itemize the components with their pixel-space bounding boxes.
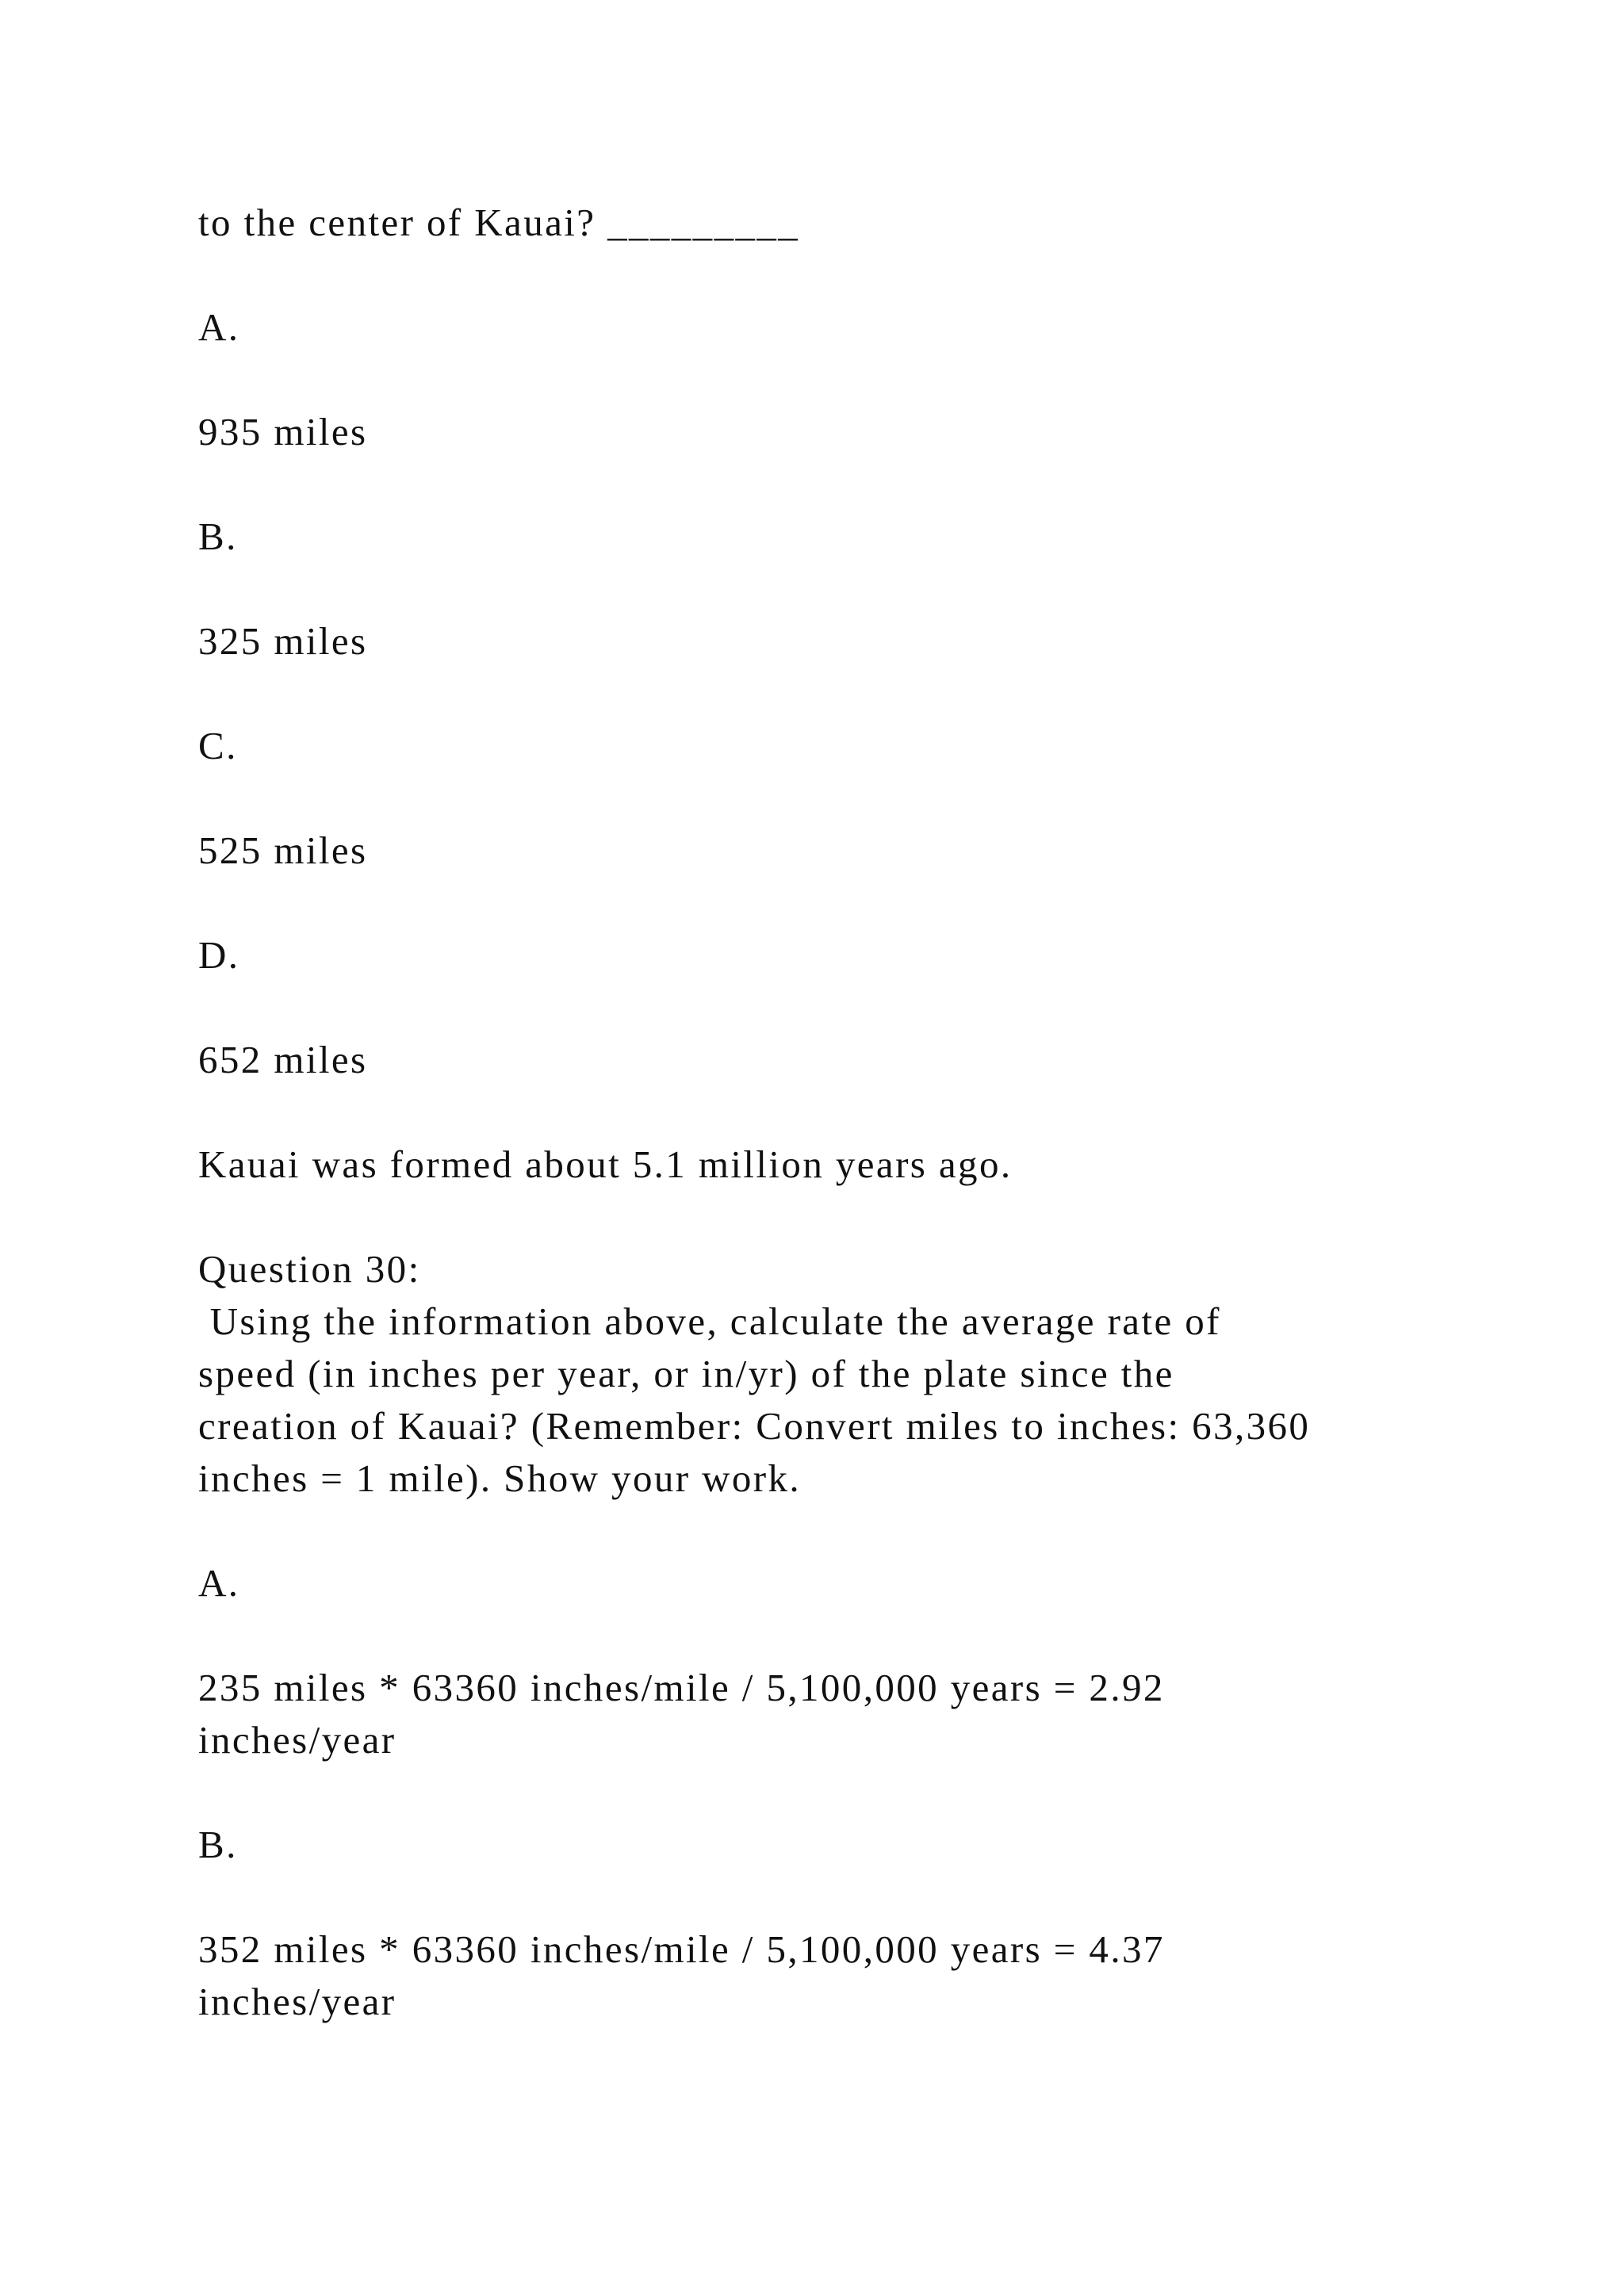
question-text-line-1: Using the information above, calculate the average rate of [198,1299,1221,1343]
question-text-line-3: creation of Kauai? (Remember: Convert miles to inches: 63,360 [198,1404,1311,1448]
info-statement: Kauai was formed about 5.1 million years ago. [198,1142,1013,1186]
choice-a-letter: A. [198,305,240,349]
question-text-line-2: speed (in inches per year, or in/yr) of the plate since the [198,1352,1174,1395]
choice-d-answer: 652 miles [198,1038,368,1081]
question-text-line-4: inches = 1 mile). Show your work. [198,1456,802,1500]
answer-a-unit: inches/year [198,1718,396,1762]
answer-b-letter: B. [198,1823,238,1866]
answer-a-calculation: 235 miles * 63360 inches/mile / 5,100,000 years = 2.92 [198,1666,1165,1709]
choice-d-letter: D. [198,933,240,977]
question-heading: Question 30: [198,1247,421,1291]
choice-b-answer: 325 miles [198,619,368,663]
choice-c-answer: 525 miles [198,828,368,872]
question-continuation-text: to the center of Kauai? _________ [198,201,800,244]
choice-a-answer: 935 miles [198,410,368,453]
choice-c-letter: C. [198,724,238,767]
answer-b-unit: inches/year [198,1980,396,2023]
answer-b-calculation: 352 miles * 63360 inches/mile / 5,100,000 years = 4.37 [198,1927,1165,1971]
answer-a-letter: A. [198,1561,240,1605]
choice-b-letter: B. [198,515,238,558]
